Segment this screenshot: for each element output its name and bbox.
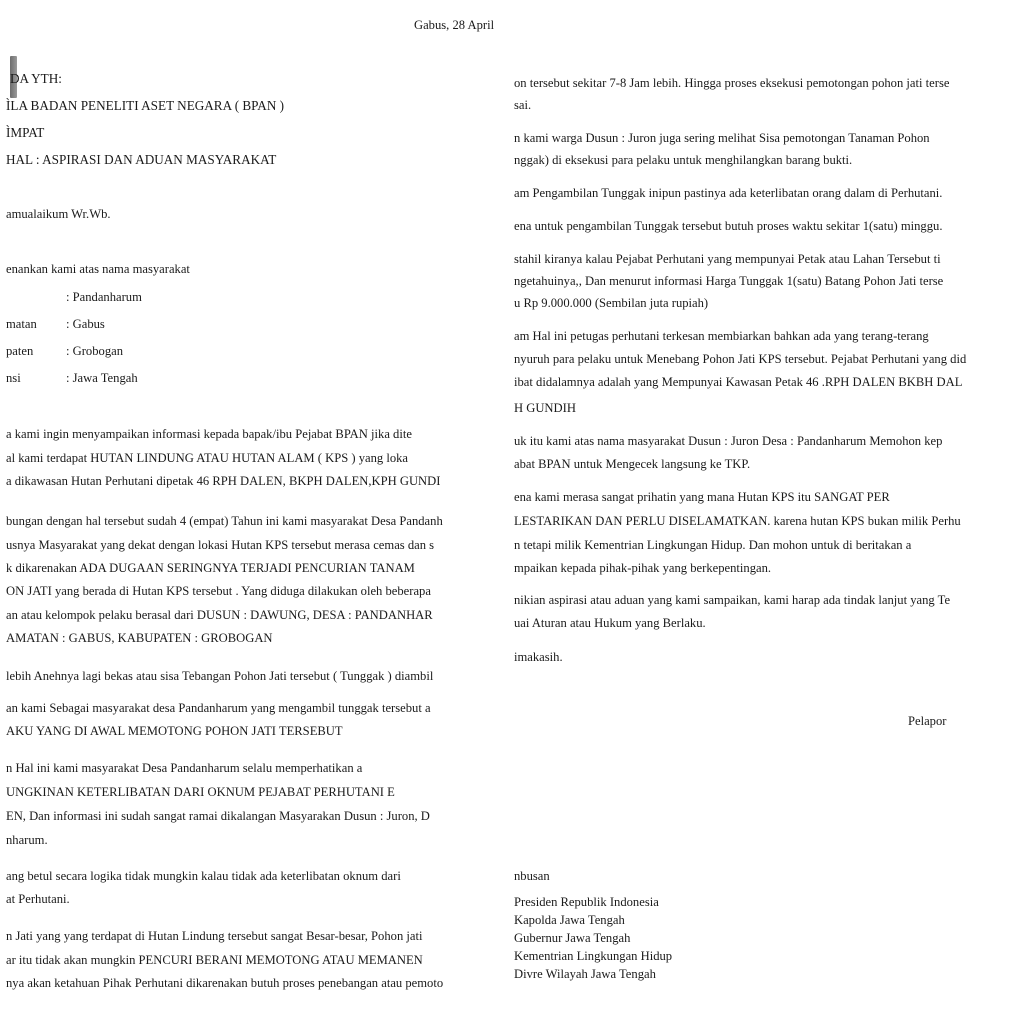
body-line: UNGKINAN KETERLIBATAN DARI OKNUM PEJABAT PERHUTANI E (6, 785, 395, 799)
body-line: AMATAN : GABUS, KABUPATEN : GROBOGAN (6, 631, 273, 645)
body-line: am Pengambilan Tunggak inipun pastinya ada keterlibatan orang dalam di Perhutani. (514, 186, 943, 200)
body-line: sai. (514, 98, 532, 112)
body-line: n Jati yang yang terdapat di Hutan Lindung tersebut sangat Besar-besar, Pohon jati (6, 929, 423, 943)
body-line: EN, Dan informasi ini sudah sangat ramai dikalangan Masyarakan Dusun : Juron, D (6, 809, 430, 823)
body-line: nharum. (6, 833, 48, 847)
identity-key: paten (6, 344, 34, 358)
body-line: uai Aturan atau Hukum yang Berlaku. (514, 616, 706, 630)
body-line: ena kami merasa sangat prihatin yang mana Hutan KPS itu SANGAT PER (514, 490, 890, 504)
address-line: ÌLA BADAN PENELITI ASET NEGARA ( BPAN ) (6, 98, 285, 113)
cc-item: Presiden Republik Indonesia (514, 895, 659, 909)
date-line: Gabus, 28 April (414, 18, 495, 32)
body-line: u Rp 9.000.000 (Sembilan juta rupiah) (514, 296, 709, 310)
body-line: LESTARIKAN DAN PERLU DISELAMATKAN. karena hutan KPS bukan milik Perhu (514, 514, 961, 528)
identity-value: : Jawa Tengah (66, 371, 138, 385)
body-line: nyuruh para pelaku untuk Menebang Pohon Jati KPS tersebut. Pejabat Perhutani yang did (514, 352, 967, 366)
body-line: a kami ingin menyampaikan informasi kepada bapak/ibu Pejabat BPAN jika dite (6, 427, 412, 441)
body-line: ang betul secara logika tidak mungkin kalau tidak ada keterlibatan oknum dari (6, 869, 401, 883)
identity-key: matan (6, 317, 37, 331)
greeting: amualaikum Wr.Wb. (6, 207, 111, 221)
body-line: an kami Sebagai masyarakat desa Pandanharum yang mengambil tunggak tersebut a (6, 701, 431, 715)
body-line: n kami warga Dusun : Juron juga sering melihat Sisa pemotongan Tanaman Pohon (514, 131, 930, 145)
left-page (0, 0, 508, 1024)
cc-item: Gubernur Jawa Tengah (514, 931, 631, 945)
identity-value: : Pandanharum (66, 290, 142, 304)
body-line: nikian aspirasi atau aduan yang kami sampaikan, kami harap ada tindak lanjut yang Te (514, 593, 951, 607)
subject-line: HAL : ASPIRASI DAN ADUAN MASYARAKAT (6, 152, 277, 167)
identity-key: nsi (6, 371, 21, 385)
closing-thanks: imakasih. (514, 650, 563, 664)
body-line: k dikarenakan ADA DUGAAN SERINGNYA TERJADI PENCURIAN TANAM (6, 561, 415, 575)
body-line: a dikawasan Hutan Perhutani dipetak 46 RPH DALEN, BKPH DALEN,KPH GUNDI (6, 474, 441, 488)
body-line: abat BPAN untuk Mengecek langsung ke TKP. (514, 457, 751, 471)
body-line: H GUNDIH (514, 401, 576, 415)
cc-heading: nbusan (514, 869, 550, 883)
body-line: bungan dengan hal tersebut sudah 4 (empat) Tahun ini kami masyarakat Desa Pandanh (6, 514, 443, 528)
address-line: DA YTH: (10, 71, 62, 86)
body-line: stahil kiranya kalau Pejabat Perhutani yang mempunyai Petak atau Lahan Tersebut ti (514, 252, 941, 266)
body-line: ibat didalamnya adalah yang Mempunyai Kawasan Petak 46 .RPH DALEN BKBH DAL (514, 375, 963, 389)
address-line: ÌMPAT (6, 125, 45, 140)
body-line: lebih Anehnya lagi bekas atau sisa Tebangan Pohon Jati tersebut ( Tunggak ) diambil (6, 669, 434, 683)
body-line: AKU YANG DI AWAL MEMOTONG POHON JATI TERSEBUT (6, 724, 343, 738)
identity-value: : Grobogan (66, 344, 124, 358)
intro-line: enankan kami atas nama masyarakat (6, 262, 190, 276)
body-line: usnya Masyarakat yang dekat dengan lokasi Hutan KPS tersebut merasa cemas dan s (6, 538, 435, 552)
body-line: ngetahuinya,, Dan menurut informasi Harga Tunggak 1(satu) Batang Pohon Jati terse (514, 274, 944, 288)
body-line: al kami terdapat HUTAN LINDUNG ATAU HUTAN ALAM ( KPS ) yang loka (6, 451, 409, 465)
identity-value: : Gabus (66, 317, 105, 331)
right-page (506, 0, 1024, 1024)
body-line: ena untuk pengambilan Tunggak tersebut butuh proses waktu sekitar 1(satu) minggu. (514, 219, 943, 233)
body-line: ON JATI yang berada di Hutan KPS tersebut . Yang diduga dilakukan oleh beberapa (6, 584, 431, 598)
body-line: nggak) di eksekusi para pelaku untuk menghilangkan barang bukti. (514, 153, 853, 167)
body-line: an atau kelompok pelaku berasal dari DUSUN : DAWUNG, DESA : PANDANHAR (6, 608, 433, 622)
cc-item: Divre Wilayah Jawa Tengah (514, 967, 656, 981)
cc-item: Kementrian Lingkungan Hidup (514, 949, 673, 963)
body-line: am Hal ini petugas perhutani terkesan membiarkan bahkan ada yang terang-terang (514, 329, 929, 343)
body-line: uk itu kami atas nama masyarakat Dusun : Juron Desa : Pandanharum Memohon kep (514, 434, 943, 448)
body-line: ar itu tidak akan mungkin PENCURI BERANI MEMOTONG ATAU MEMANEN (6, 953, 423, 967)
body-line: n Hal ini kami masyarakat Desa Pandanharum selalu memperhatikan a (6, 761, 363, 775)
cc-item: Kapolda Jawa Tengah (514, 913, 625, 927)
body-line: mpaikan kepada pihak-pihak yang berkepentingan. (514, 561, 772, 575)
body-line: on tersebut sekitar 7-8 Jam lebih. Hingga proses eksekusi pemotongan pohon jati terse (514, 76, 950, 90)
body-line: nya akan ketahuan Pihak Perhutani dikarenakan butuh proses penebangan atau pemoto (6, 976, 444, 990)
signature-label: Pelapor (908, 714, 947, 728)
body-line: n tetapi milik Kementrian Lingkungan Hidup. Dan mohon untuk di beritakan a (514, 538, 912, 552)
body-line: at Perhutani. (6, 892, 70, 906)
